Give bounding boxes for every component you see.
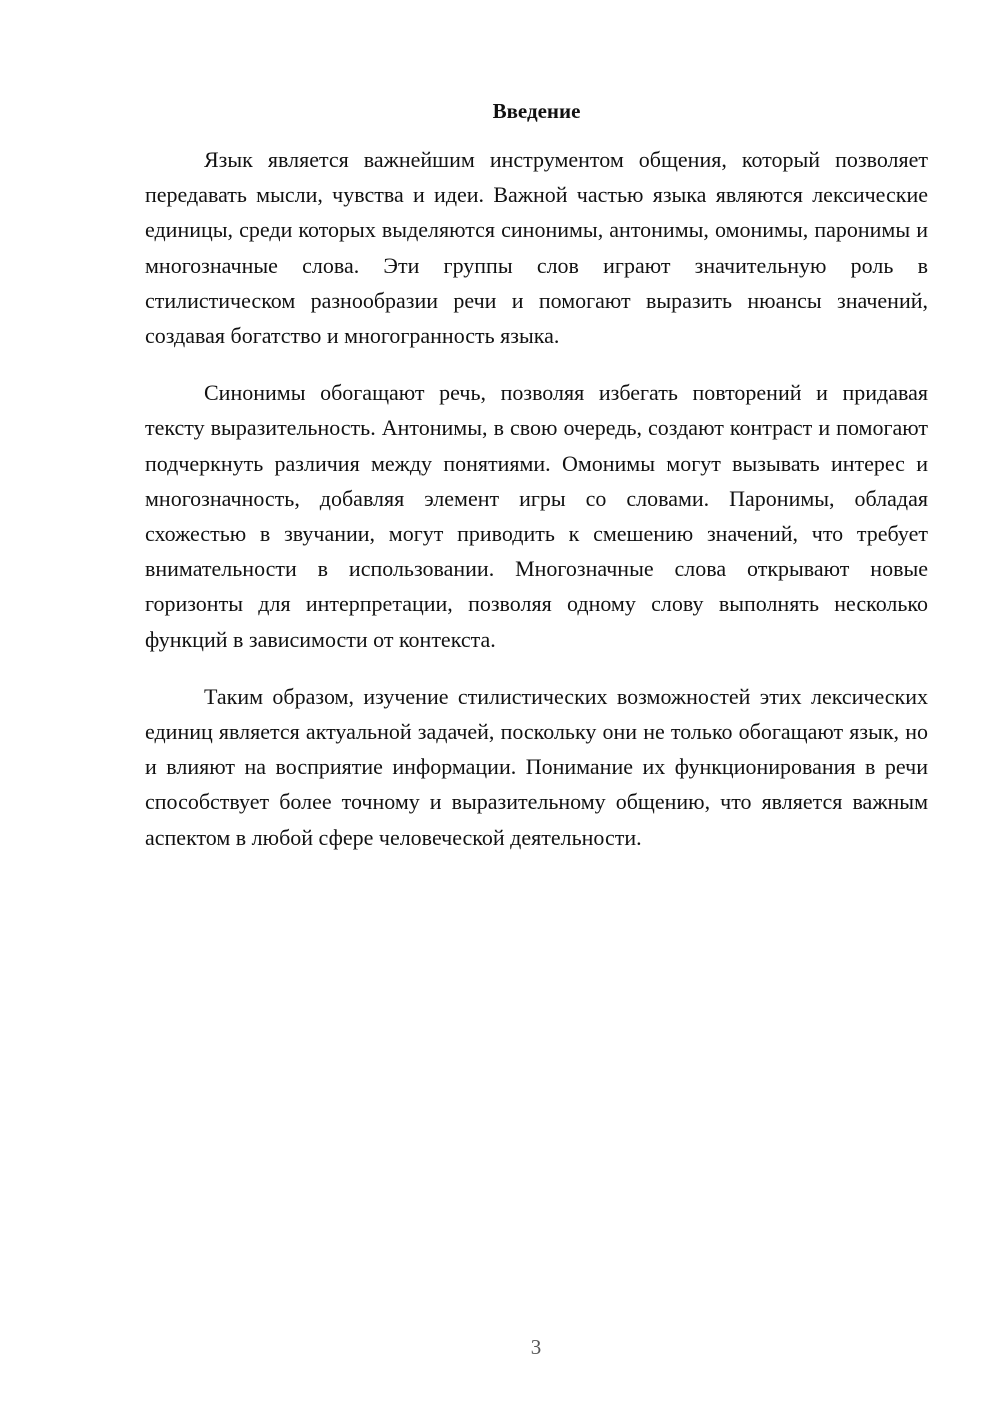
page-number: 3 (530, 1335, 542, 1359)
body-text (145, 142, 928, 877)
paragraph-introduction: Язык является важнейшим инструментом общения, который позволяет передавать мысли, чувства и идеи. Важной частью языка являются лексические единицы, среди которых выделяются синонимы, антонимы, омонимы, паронимы и многозначные слова. Эти группы слов играют значительную роль в стилистическом разнообразии речи и помогают выразить нюансы значений, создавая богатство и многогранность языка. (145, 147, 928, 349)
paragraph-conclusion: Таким образом, изучение стилистических возможностей этих лексических единиц является актуальной задачей, поскольку они не только обогащают язык, но и влияют на восприятие информации. Понимание их функционирования в речи способствует более точному и выразительному общению, что является важным аспектом в любой сфере человеческой деятельности. (145, 683, 928, 850)
page-title: Введение (492, 99, 581, 123)
paragraph-word-groups: Синонимы обогащают речь, позволяя избегать повторений и придавая тексту выразительность. Антонимы, в свою очередь, создают контраст и помогают подчеркнуть различия между понятиями. Омонимы могут вызывать интерес и многозначность, добавляя элемент игры со словами. Паронимы, обладая схожестью в звучании, могут приводить к смешению значений, что требует внимательности в использовании. Многозначные слова открывают новые горизонты для интерпретации, позволяя одному слову выполнять несколько функций в зависимости от контекста. (145, 380, 928, 652)
